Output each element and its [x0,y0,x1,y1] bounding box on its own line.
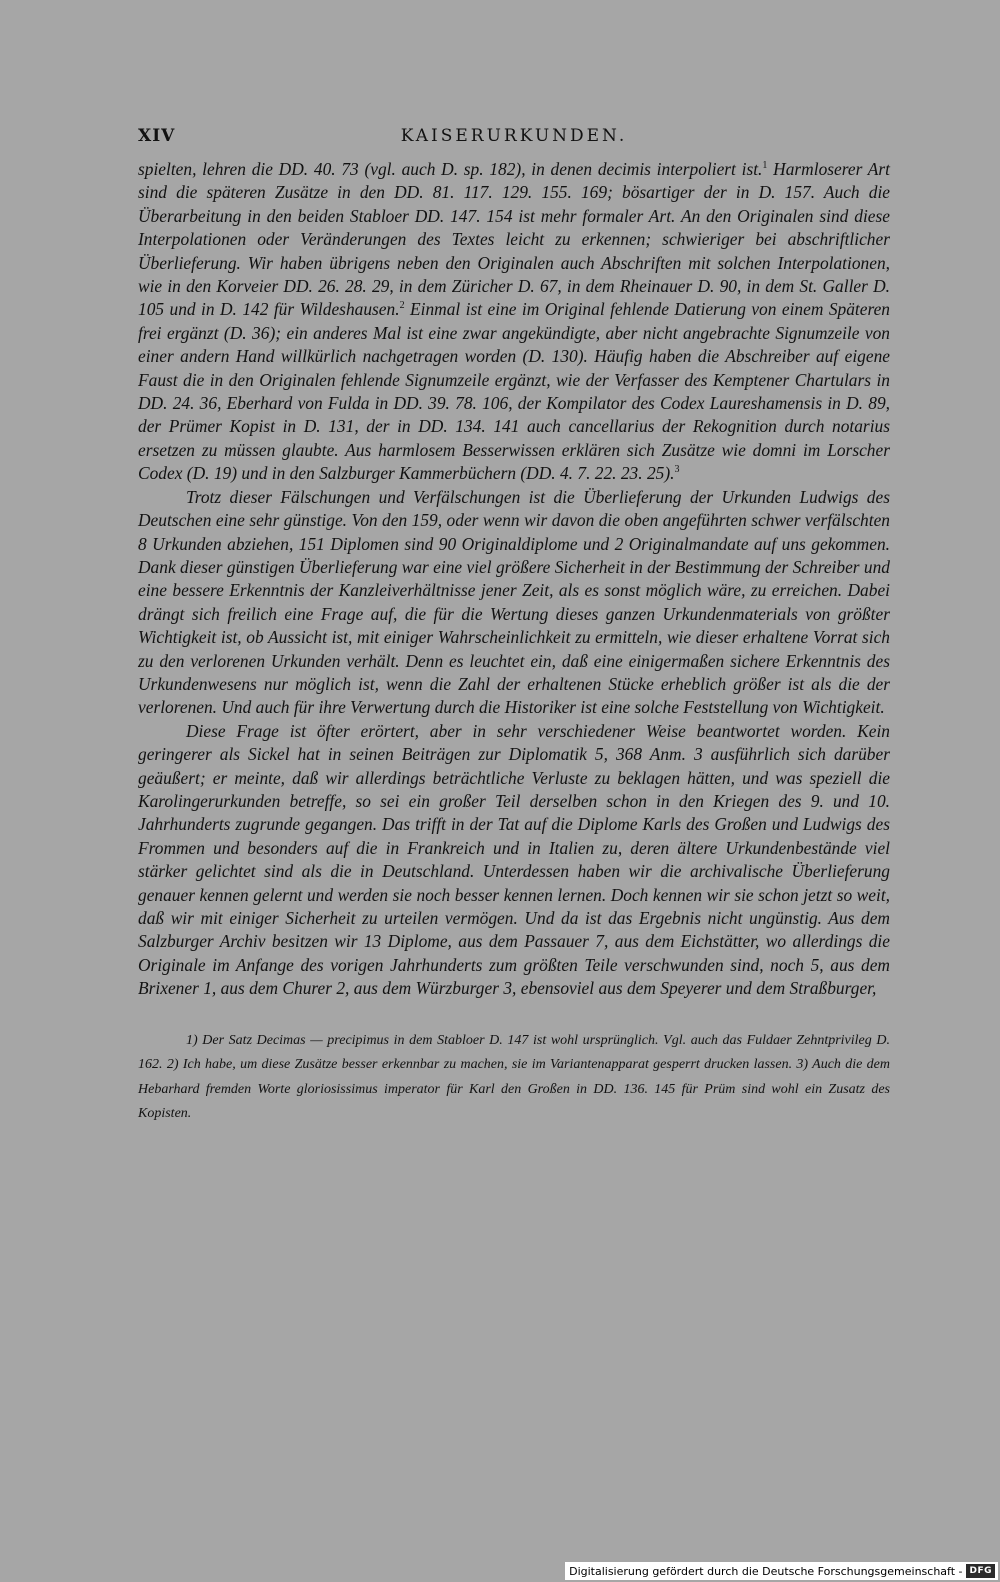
footnote-ref-1: 1 [762,160,768,172]
paragraph-1-part-3: Einmal ist eine im Original fehlende Datierung von einem Späteren frei ergänzt (D. 36); ein anderes Mal ist eine zwar angekündigte, aber nicht angebrachte Signumzeile von einer andern Hand willkürlich nachgetragen worden (D. 130). Häufig haben die Abschreiber auf eigene Faust die in den Originalen fehlende Signumzeile ergänzt, wie der Verfasser des Kemptener Chartulars in DD. 24. 36, Eberhard von Fulda in DD. 39. 78. 106, der Kompilator des Codex Laureshamensis in D. 89, der Prümer Kopist in D. 131, der in DD. 134. 141 auch cancellarius der Rekognition durch notarius ersetzen zu müssen glaubte. Aus harmlosem Besserwissen erklären sich Zusätze wie domni im Lorscher Codex (D. 19) und in den Salzburger Kammerbüchern (DD. 4. 7. 22. 23. 25). [138,299,891,484]
digitization-credit [565,1562,998,1580]
page-number: XIV [138,126,176,146]
page-title: KAISERURKUNDEN. [400,126,628,146]
running-header [138,122,890,150]
footnote-ref-3: 3 [674,464,680,476]
paragraph-3: Diese Frage ist öfter erörtert, aber in sehr verschiedener Weise beantwortet worden. Kein geringerer als Sickel hat in seinen Beiträgen zur Diplomatik 5, 368 Anm. 3 ausführlich sich darüber geäußert; er meinte, daß wir allerdings beträchtliche Verluste zu beklagen hätten, und was speziell die Karolingerurkunden betreffe, so sei ein großer Teil derselben schon in den Kriegen des 9. und 10. Jahrhunderts zugrunde gegangen. Das trifft in der Tat auf die Diplome Karls des Großen und Ludwigs des Frommen und besonders auf die in Frankreich und in Italien zu, deren ältere Urkundenbestände viel stärker gelichtet sind als die in Deutschland. Unterdessen haben wir die archivalische Überlieferung genauer kennen gelernt und werden sie noch besser kennen lernen. Doch kennen wir sie schon jetzt so weit, daß wir mit einiger Sicherheit zu urteilen vermögen. Und da ist das Ergebnis nicht ungünstig. Aus dem Salzburger Archiv besitzen wir 13 Diplome, aus dem Passauer 7, aus dem Eichstätter, wo allerdings die Originale im Anfange des vorigen Jahrhunderts zum größten Teile verschwunden sind, noch 5, aus dem Brixener 1, aus dem Churer 2, aus dem Würzburger 3, ebensoviel aus dem Speyerer und dem Straßburger, [138,720,890,999]
body-text [138,158,890,1001]
paragraph-1-part-2: Harmloserer Art sind die späteren Zusätze in den DD. 81. 117. 129. 155. 169; bösartiger der in D. 157. Auch die Überarbeitung in den beiden Stabloer DD. 147. 154 ist mehr formaler Art. An den Originalen sind diese Interpolationen oder Veränderungen des Textes leicht zu erkennen; schwieriger bei abschriftlicher Überlieferung. Wir haben übrigens neben den Originalen auch Abschriften mit solchen Interpolationen, wie in den Korveier DD. 26. 28. 29, in dem Züricher D. 67, in dem Rheinauer D. 90, in dem St. Galler D. 105 und in D. 142 für Wildeshausen. [138,159,891,320]
dfg-logo-icon: DFG [966,1564,995,1578]
footnote-ref-2: 2 [399,300,405,312]
paragraph-1-part-1: spielten, lehren die DD. 40. 73 (vgl. auch D. sp. 182), in denen decimis interpoliert ist. [138,159,763,179]
credit-text: Digitalisierung gefördert durch die Deutsche Forschungsgemeinschaft - [569,1564,963,1578]
document-page [138,122,890,1127]
paragraph-2: Trotz dieser Fälschungen und Verfälschungen ist die Überlieferung der Urkunden Ludwigs des Deutschen eine sehr günstige. Von den 159, oder wenn wir davon die oben angeführten schwer verfälschten 8 Urkunden abziehen, 151 Diplomen sind 90 Originaldiplome und 2 Originalmandate auf uns gekommen. Dank dieser günstigen Überlieferung war eine viel größere Sicherheit in der Bestimmung der Schreiber und eine bessere Erkenntnis der Kanzleiverhältnisse jener Zeit, als es sonst möglich wäre, zu erreichen. Dabei drängt sich freilich eine Frage auf, die für die Wertung dieses ganzen Urkundenmaterials von größter Wichtigkeit ist, ob Aussicht ist, mit einiger Wahrscheinlichkeit zu ermitteln, wie dieser erhaltene Vorrat sich zu den verlorenen Urkunden verhält. Denn es leuchtet ein, daß eine einigermaßen sichere Erkenntnis des Urkundenwesens nur möglich ist, wenn die Zahl der erhaltenen Stücke erheblich größer ist als die der verlorenen. Und auch für ihre Verwertung durch die Historiker ist eine solche Feststellung von Wichtigkeit. [138,486,890,718]
footnote-text: 1) Der Satz Decimas — precipimus in dem Stabloer D. 147 ist wohl ursprünglich. Vgl. auch das Fuldaer Zehntprivileg D. 162. 2) Ich habe, um diese Zusätze besser erkennbar zu machen, sie im Variantenapparat gesperrt drucken lassen. 3) Auch die dem Hebarhard fremden Worte gloriosissimus imperator für Karl den Großen in DD. 136. 145 für Prüm sind wohl ein Zusatz des Kopisten. [138,1032,890,1122]
paragraph-1 [138,158,890,486]
footnotes [138,1029,890,1127]
